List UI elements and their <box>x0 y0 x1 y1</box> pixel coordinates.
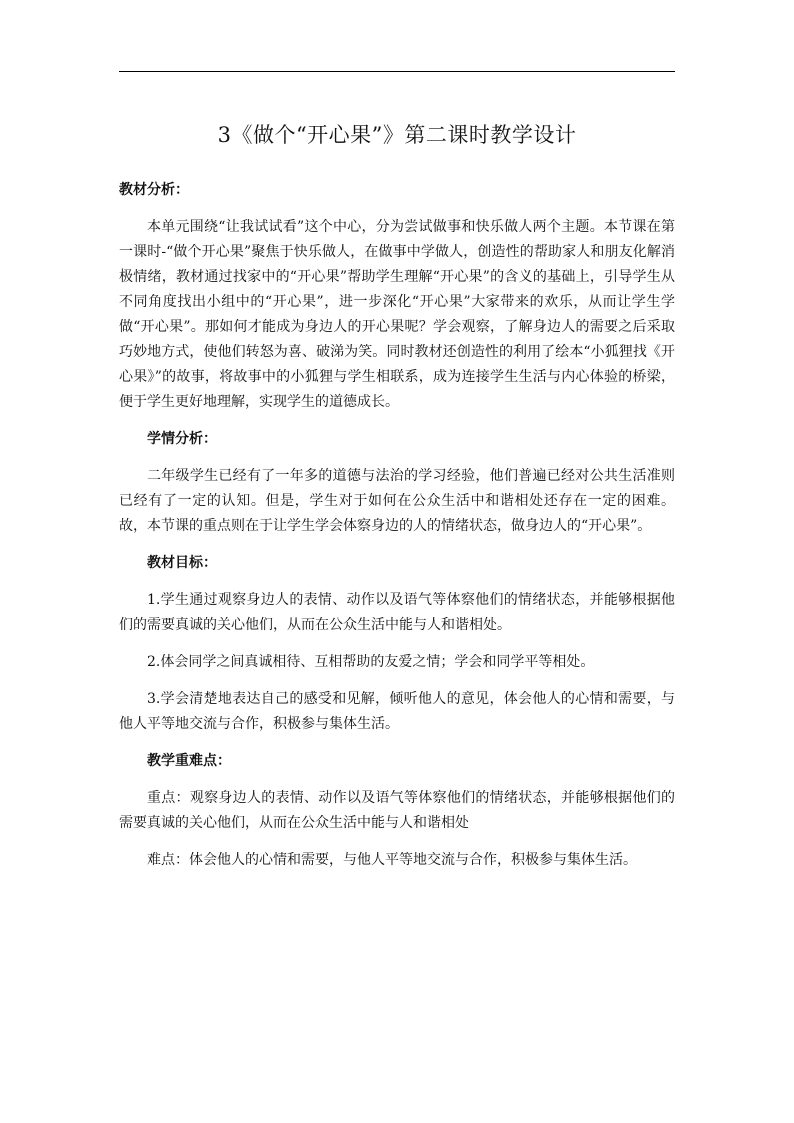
section-heading-student-analysis: 学情分析： <box>147 430 217 447</box>
objective-item-3: 3.学会清楚地表达自己的感受和见解，倾听他人的意见，体会他人的心情和需要，与他人平等地交流与合作，积极参与集体生活。 <box>119 690 675 732</box>
section-heading-textbook-analysis: 教材分析： <box>119 181 189 198</box>
objective-item-2: 2.体会同学之间真诚相待、互相帮助的友爱之情；学会和同学平等相处。 <box>147 653 595 670</box>
difficulty-paragraph: 难点：体会他人的心情和需要，与他人平等地交流与合作，积极参与集体生活。 <box>147 851 637 868</box>
document-body <box>119 120 675 873</box>
objective-item-1: 1.学生通过观察身边人的表情、动作以及语气等体察他们的情绪状态，并能够根据他们的需要真诚的关心他们，从而在公众生活中能与人和谐相处。 <box>119 591 675 633</box>
textbook-analysis-paragraph: 本单元围绕“让我试试看”这个中心，分为尝试做事和快乐做人两个主题。本节课在第一课时-“做个开心果”聚焦于快乐做人，在做事中学做人，创造性的帮助家人和朋友化解消极情绪，教材通过找家中的“开心果”帮助学生理解“开心果”的含义的基础上，引导学生从不同角度找出小组中的“开心果”，进一步深化“开心果”大家带来的欢乐，从而让学生学做“开心果”。那如何才能成为身边人的开心果呢？学会观察，了解身边人的需要之后采取巧妙地方式，使他们转怒为喜、破涕为笑。同时教材还创造性的利用了绘本“小狐狸找《开心果》”的故事，将故事中的小狐狸与学生相联系，成为连接学生生活与内心体验的桥梁，便于学生更好地理解，实现学生的道德成长。 <box>119 218 675 410</box>
section-heading-key-points: 教学重难点： <box>147 752 231 769</box>
key-point-paragraph: 重点：观察身边人的表情、动作以及语气等体察他们的情绪状态，并能够根据他们的需要真诚的关心他们，从而在公众生活中能与人和谐相处 <box>119 789 675 831</box>
student-analysis-paragraph: 二年级学生已经有了一年多的道德与法治的学习经验，他们普遍已经对公共生活准则已经有了一定的认知。但是，学生对于如何在公众生活中和谐相处还存在一定的困难。故，本节课的重点则在于让学生学会体察身边的人的情绪状态，做身边人的“开心果”。 <box>119 467 675 534</box>
document-title: 3《做个“开心果”》第二课时教学设计 <box>217 123 577 147</box>
section-heading-objectives: 教材目标： <box>147 554 217 571</box>
header-rule <box>119 71 675 72</box>
